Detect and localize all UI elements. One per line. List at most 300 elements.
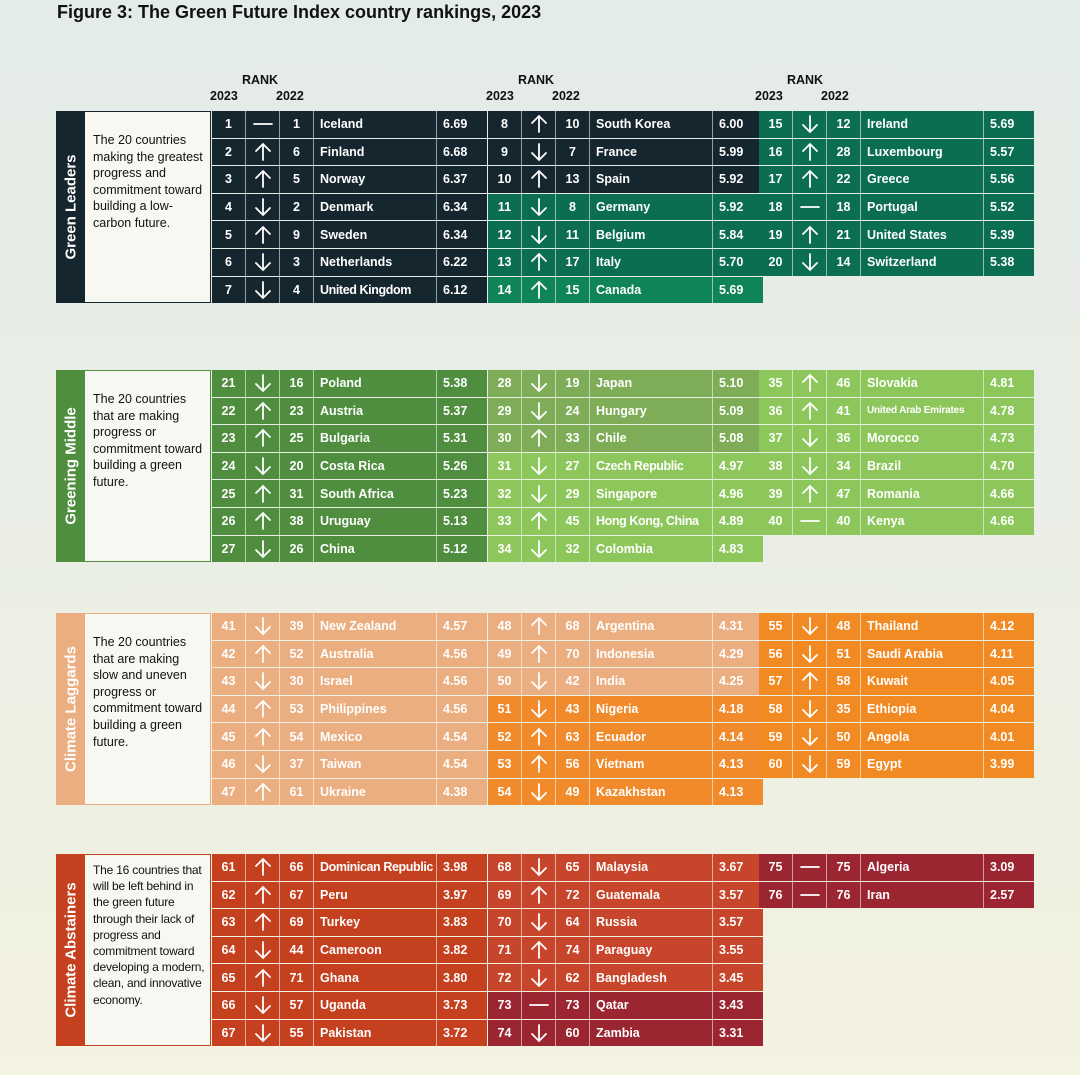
score: 5.31 [443, 431, 468, 446]
rank-2022: 52 [280, 641, 314, 668]
rank-2022: 67 [280, 882, 314, 909]
score: 3.73 [443, 998, 468, 1013]
rank-2022: 34 [827, 453, 861, 480]
arrow-up-icon [793, 139, 827, 166]
table-row [212, 909, 487, 936]
rank-2022: 17 [556, 249, 590, 276]
country-name: Spain [590, 166, 713, 193]
country-name: Vietnam [590, 751, 713, 778]
arrow-down-icon [246, 194, 280, 221]
arrow-up-icon [522, 937, 556, 964]
score: 4.38 [443, 784, 468, 799]
score: 5.70 [719, 255, 744, 270]
rank-2023: 5 [212, 221, 246, 248]
table-row [488, 398, 763, 425]
score: 5.38 [443, 376, 468, 391]
country-name: Malaysia [590, 854, 713, 881]
score: 3.67 [719, 860, 744, 875]
no-change-icon [793, 882, 827, 909]
score: 4.70 [990, 459, 1015, 474]
rank-2022: 35 [827, 696, 861, 723]
arrow-up-icon [246, 221, 280, 248]
rank-2023: 26 [212, 508, 246, 535]
table-row [212, 453, 487, 480]
rank-2022: 30 [280, 668, 314, 695]
score: 4.56 [443, 646, 468, 661]
score: 6.22 [443, 255, 468, 270]
score: 5.08 [719, 431, 744, 446]
table-row [759, 139, 1034, 166]
rank-2022: 41 [827, 398, 861, 425]
table-row [488, 480, 763, 507]
rank-2022: 56 [556, 751, 590, 778]
arrow-down-icon [522, 398, 556, 425]
rank-2022: 33 [556, 425, 590, 452]
tier-description: The 20 countries that are making slow and uneven progress or commitment toward building a green future. [93, 635, 203, 749]
rank-2023: 76 [759, 882, 793, 909]
rank-2023: 1 [212, 111, 246, 138]
country-name: Cameroon [314, 937, 437, 964]
rank-2022: 7 [556, 139, 590, 166]
rank-2023: 48 [488, 613, 522, 640]
country-name: Peru [314, 882, 437, 909]
country-name: Angola [861, 723, 984, 750]
rank-2023: 56 [759, 641, 793, 668]
rank-2022: 63 [556, 723, 590, 750]
score: 3.99 [990, 757, 1015, 772]
rank-2022: 1 [280, 111, 314, 138]
rank-2022: 69 [280, 909, 314, 936]
table-row [488, 909, 763, 936]
country-name: India [590, 668, 713, 695]
rank-2022: 75 [827, 854, 861, 881]
table-row [759, 249, 1034, 276]
rank-2022: 3 [280, 249, 314, 276]
arrow-up-icon [793, 166, 827, 193]
country-name: New Zealand [314, 613, 437, 640]
arrow-down-icon [246, 277, 280, 304]
arrow-down-icon [522, 668, 556, 695]
country-name: Ireland [861, 111, 984, 138]
rank-2023: 75 [759, 854, 793, 881]
country-name: Ukraine [314, 779, 437, 806]
score: 4.56 [443, 702, 468, 717]
rank-2022: 11 [556, 221, 590, 248]
table-row [212, 641, 487, 668]
arrow-down-icon [522, 909, 556, 936]
rank-label: RANK [786, 73, 824, 87]
arrow-up-icon [246, 964, 280, 991]
rank-2022: 59 [827, 751, 861, 778]
rank-2022: 40 [827, 508, 861, 535]
score: 5.12 [443, 541, 468, 556]
arrow-down-icon [246, 370, 280, 397]
table-row [212, 723, 487, 750]
rank-2022: 61 [280, 779, 314, 806]
rank-2022: 25 [280, 425, 314, 452]
country-name: Dominican Republic [314, 854, 437, 881]
score: 5.26 [443, 459, 468, 474]
arrow-down-icon [246, 751, 280, 778]
score: 4.83 [719, 541, 744, 556]
arrow-up-icon [793, 221, 827, 248]
rank-2023: 35 [759, 370, 793, 397]
score: 4.01 [990, 729, 1015, 744]
rank-2022: 21 [827, 221, 861, 248]
rank-2022: 22 [827, 166, 861, 193]
country-name: Guatemala [590, 882, 713, 909]
no-change-icon [793, 194, 827, 221]
score: 4.13 [719, 757, 744, 772]
score: 5.37 [443, 403, 468, 418]
rank-2023: 13 [488, 249, 522, 276]
score: 4.14 [719, 729, 744, 744]
arrow-up-icon [522, 425, 556, 452]
score: 5.69 [990, 117, 1015, 132]
arrow-up-icon [246, 723, 280, 750]
arrow-down-icon [522, 194, 556, 221]
score: 3.82 [443, 943, 468, 958]
tier-label-bar [56, 370, 85, 562]
country-name: Ethiopia [861, 696, 984, 723]
country-name: Thailand [861, 613, 984, 640]
no-change-icon [793, 854, 827, 881]
rank-2023: 3 [212, 166, 246, 193]
rank-2022: 18 [827, 194, 861, 221]
score: 6.69 [443, 117, 468, 132]
rank-2023: 46 [212, 751, 246, 778]
arrow-down-icon [522, 536, 556, 563]
table-row [212, 277, 487, 304]
score: 5.10 [719, 376, 744, 391]
country-name: Algeria [861, 854, 984, 881]
table-row [488, 964, 763, 991]
table-row [488, 696, 763, 723]
table-row [212, 249, 487, 276]
table-row [488, 779, 763, 806]
rank-2023: 16 [759, 139, 793, 166]
arrow-up-icon [246, 909, 280, 936]
arrow-down-icon [522, 221, 556, 248]
table-row [759, 480, 1034, 507]
country-name: Israel [314, 668, 437, 695]
score: 2.57 [990, 887, 1015, 902]
country-name: Iceland [314, 111, 437, 138]
country-name: China [314, 536, 437, 563]
tier-description: The 20 countries making the greatest progress and commitment toward building a low-carbon future. [93, 133, 203, 230]
country-name: Qatar [590, 992, 713, 1019]
arrow-up-icon [793, 668, 827, 695]
table-row [759, 696, 1034, 723]
rank-2022: 45 [556, 508, 590, 535]
arrow-down-icon [793, 425, 827, 452]
score: 6.34 [443, 227, 468, 242]
table-row [212, 139, 487, 166]
table-row [759, 641, 1034, 668]
table-row [759, 723, 1034, 750]
rank-2023: 14 [488, 277, 522, 304]
table-row [759, 221, 1034, 248]
arrow-up-icon [246, 641, 280, 668]
table-row [212, 166, 487, 193]
table-row [212, 668, 487, 695]
rank-header-1 [210, 73, 320, 107]
score: 3.83 [443, 915, 468, 930]
rank-2022: 55 [280, 1020, 314, 1047]
rank-2023: 62 [212, 882, 246, 909]
rank-2022: 20 [280, 453, 314, 480]
tier-label-bar [56, 613, 85, 805]
rank-header-2 [486, 73, 596, 107]
table-row [488, 370, 763, 397]
rank-2023: 23 [212, 425, 246, 452]
arrow-up-icon [793, 370, 827, 397]
figure-title: Figure 3: The Green Future Index country rankings, 2023 [57, 2, 542, 22]
rank-2022: 65 [556, 854, 590, 881]
rank-2023: 52 [488, 723, 522, 750]
rank-2022: 42 [556, 668, 590, 695]
rank-2022: 12 [827, 111, 861, 138]
arrow-up-icon [246, 779, 280, 806]
arrow-down-icon [793, 249, 827, 276]
rank-2022: 74 [556, 937, 590, 964]
table-row [488, 508, 763, 535]
tier-label-bar [56, 111, 85, 303]
country-name: Sweden [314, 221, 437, 248]
country-name: Mexico [314, 723, 437, 750]
no-change-icon [522, 992, 556, 1019]
country-name: Ghana [314, 964, 437, 991]
table-row [212, 696, 487, 723]
arrow-down-icon [246, 992, 280, 1019]
table-row [488, 111, 763, 138]
rank-2023: 74 [488, 1020, 522, 1047]
arrow-up-icon [522, 641, 556, 668]
rank-2023: 2 [212, 139, 246, 166]
rank-2023: 28 [488, 370, 522, 397]
table-row [488, 425, 763, 452]
country-name: Iran [861, 882, 984, 909]
rank-2023: 58 [759, 696, 793, 723]
rank-2022: 28 [827, 139, 861, 166]
no-change-icon [246, 111, 280, 138]
arrow-down-icon [522, 854, 556, 881]
score: 3.57 [719, 915, 744, 930]
table-row [212, 964, 487, 991]
arrow-up-icon [522, 277, 556, 304]
rank-2022: 64 [556, 909, 590, 936]
rank-2023: 4 [212, 194, 246, 221]
country-name: Finland [314, 139, 437, 166]
table-row [759, 398, 1034, 425]
country-name: Australia [314, 641, 437, 668]
rank-2022: 66 [280, 854, 314, 881]
rank-2023: 60 [759, 751, 793, 778]
arrow-up-icon [522, 751, 556, 778]
rank-2023: 19 [759, 221, 793, 248]
table-row [212, 937, 487, 964]
no-change-icon [793, 508, 827, 535]
score: 5.99 [719, 144, 744, 159]
rank-2022: 48 [827, 613, 861, 640]
arrow-down-icon [522, 480, 556, 507]
table-row [212, 1020, 487, 1047]
country-name: United Arab Emirates [861, 398, 984, 425]
rank-2023: 39 [759, 480, 793, 507]
rank-2023: 8 [488, 111, 522, 138]
table-row [212, 111, 487, 138]
rank-label: RANK [517, 73, 555, 87]
arrow-down-icon [246, 613, 280, 640]
tier-description-box [85, 111, 211, 303]
score: 3.97 [443, 887, 468, 902]
table-row [212, 613, 487, 640]
rank-2022: 15 [556, 277, 590, 304]
rank-label: RANK [241, 73, 279, 87]
table-row [759, 370, 1034, 397]
table-row [212, 480, 487, 507]
rank-2023: 18 [759, 194, 793, 221]
arrow-up-icon [246, 166, 280, 193]
rank-2022: 58 [827, 668, 861, 695]
country-name: Saudi Arabia [861, 641, 984, 668]
arrow-up-icon [522, 508, 556, 535]
rank-2023: 30 [488, 425, 522, 452]
score: 4.05 [990, 674, 1015, 689]
country-name: Chile [590, 425, 713, 452]
country-name: Portugal [861, 194, 984, 221]
country-name: Austria [314, 398, 437, 425]
rank-2022: 38 [280, 508, 314, 535]
country-name: Hong Kong, China [590, 508, 713, 535]
arrow-up-icon [246, 882, 280, 909]
rank-2023: 25 [212, 480, 246, 507]
country-name: Costa Rica [314, 453, 437, 480]
country-name: Canada [590, 277, 713, 304]
score: 5.13 [443, 514, 468, 529]
rank-2023: 47 [212, 779, 246, 806]
rank-2023: 15 [759, 111, 793, 138]
score: 3.57 [719, 887, 744, 902]
arrow-down-icon [522, 370, 556, 397]
rank-2023: 38 [759, 453, 793, 480]
score: 3.80 [443, 970, 468, 985]
table-row [759, 453, 1034, 480]
table-row [212, 221, 487, 248]
score: 4.57 [443, 619, 468, 634]
rank-2023: 36 [759, 398, 793, 425]
arrow-up-icon [522, 249, 556, 276]
country-name: Kenya [861, 508, 984, 535]
country-name: South Africa [314, 480, 437, 507]
rank-2022: 16 [280, 370, 314, 397]
country-name: South Korea [590, 111, 713, 138]
score: 4.31 [719, 619, 744, 634]
score: 4.29 [719, 646, 744, 661]
tier-description-box [85, 854, 211, 1046]
rank-2022: 68 [556, 613, 590, 640]
rank-2022: 53 [280, 696, 314, 723]
rank-2023: 69 [488, 882, 522, 909]
arrow-up-icon [522, 166, 556, 193]
rank-2023: 64 [212, 937, 246, 964]
table-row [212, 536, 487, 563]
score: 4.18 [719, 702, 744, 717]
country-name: Russia [590, 909, 713, 936]
country-name: Romania [861, 480, 984, 507]
arrow-down-icon [793, 111, 827, 138]
country-name: Zambia [590, 1020, 713, 1047]
country-name: Belgium [590, 221, 713, 248]
score: 5.57 [990, 144, 1015, 159]
table-row [488, 751, 763, 778]
table-row [488, 937, 763, 964]
rank-2023: 40 [759, 508, 793, 535]
tier-description: The 16 countries that will be left behind in the green future through their lack of progress and commitment toward developing a modern, clean, and innovative economy. [93, 863, 205, 1007]
rank-2022: 70 [556, 641, 590, 668]
score: 4.11 [990, 646, 1014, 661]
arrow-up-icon [246, 508, 280, 535]
arrow-down-icon [246, 453, 280, 480]
country-name: Switzerland [861, 249, 984, 276]
rank-2022: 73 [556, 992, 590, 1019]
rank-2022: 6 [280, 139, 314, 166]
rank-2023: 10 [488, 166, 522, 193]
score: 4.04 [990, 702, 1015, 717]
rank-2023: 33 [488, 508, 522, 535]
rank-2023: 24 [212, 453, 246, 480]
table-row [488, 641, 763, 668]
year-2023-label: 2023 [210, 89, 238, 103]
year-2022-label: 2022 [821, 89, 849, 103]
country-name: Luxembourg [861, 139, 984, 166]
country-name: Uruguay [314, 508, 437, 535]
arrow-down-icon [246, 1020, 280, 1047]
country-name: Morocco [861, 425, 984, 452]
score: 4.73 [990, 431, 1015, 446]
rank-2023: 32 [488, 480, 522, 507]
rank-2022: 5 [280, 166, 314, 193]
rank-2022: 49 [556, 779, 590, 806]
country-name: Paraguay [590, 937, 713, 964]
tier-name: Climate Laggards [62, 646, 79, 772]
rank-2023: 63 [212, 909, 246, 936]
table-row [488, 139, 763, 166]
tier-description: The 20 countries that are making progress or commitment toward building a green future. [93, 392, 203, 489]
arrow-up-icon [522, 882, 556, 909]
arrow-down-icon [246, 937, 280, 964]
table-row [759, 508, 1034, 535]
arrow-up-icon [246, 696, 280, 723]
country-name: Nigeria [590, 696, 713, 723]
table-row [212, 508, 487, 535]
score: 6.00 [719, 117, 744, 132]
table-row [212, 370, 487, 397]
score: 3.72 [443, 1025, 468, 1040]
table-row [488, 166, 763, 193]
rank-2023: 11 [488, 194, 522, 221]
score: 4.54 [443, 757, 468, 772]
table-row [759, 751, 1034, 778]
arrow-up-icon [522, 723, 556, 750]
table-row [488, 194, 763, 221]
arrow-up-icon [793, 480, 827, 507]
score: 4.12 [990, 619, 1015, 634]
country-name: Colombia [590, 536, 713, 563]
rank-2022: 76 [827, 882, 861, 909]
country-name: Kuwait [861, 668, 984, 695]
score: 5.09 [719, 403, 744, 418]
